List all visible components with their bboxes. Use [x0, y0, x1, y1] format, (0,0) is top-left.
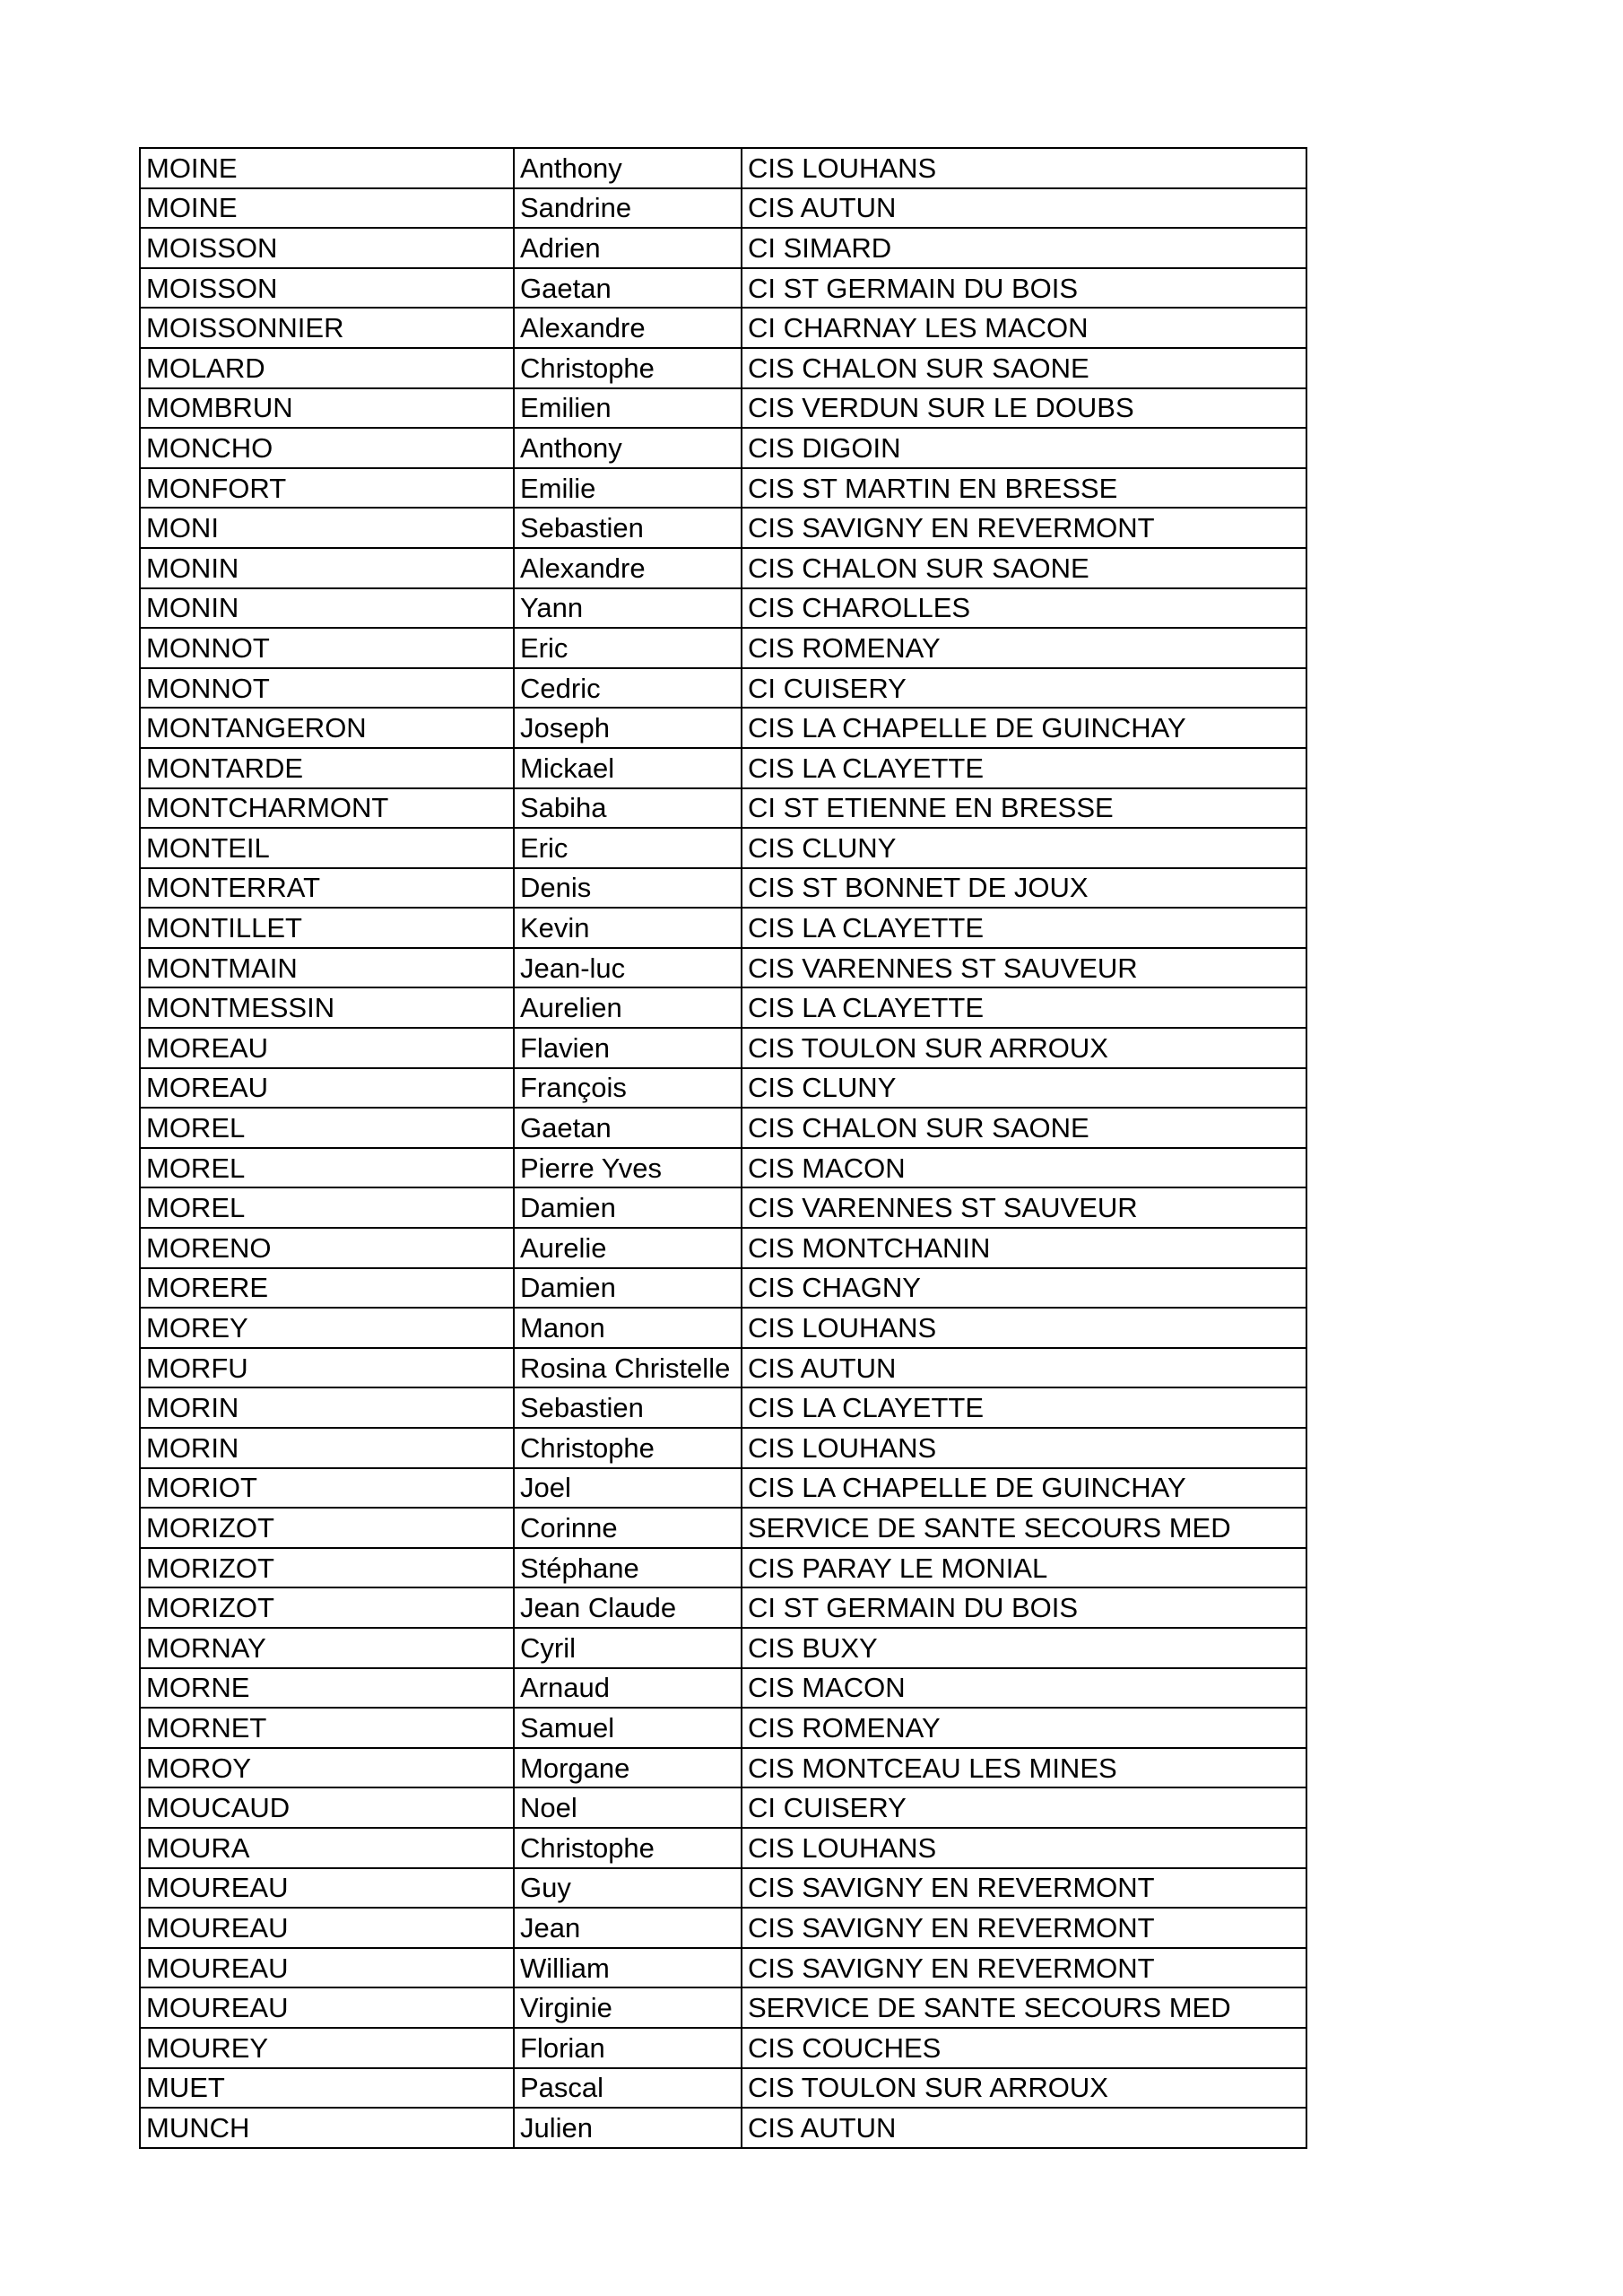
- first-name-cell: Jean-luc: [514, 948, 742, 988]
- fire-station-cell: CIS SAVIGNY EN REVERMONT: [742, 508, 1306, 548]
- table-row: [140, 1268, 1306, 1309]
- table-row: [140, 2068, 1306, 2109]
- first-name-cell: Sebastien: [514, 508, 742, 548]
- first-name-cell: Eric: [514, 828, 742, 868]
- last-name-cell: MORENO: [140, 1228, 514, 1268]
- table-row: [140, 1428, 1306, 1468]
- last-name-cell: MOUREAU: [140, 1948, 514, 1988]
- table-row: [140, 788, 1306, 829]
- last-name-cell: MORERE: [140, 1268, 514, 1309]
- last-name-cell: MORFU: [140, 1348, 514, 1388]
- last-name-cell: MORIN: [140, 1428, 514, 1468]
- table-row: [140, 1387, 1306, 1428]
- first-name-cell: Emilie: [514, 468, 742, 509]
- fire-station-cell: CIS VARENNES ST SAUVEUR: [742, 1187, 1306, 1228]
- table-row: [140, 468, 1306, 509]
- table-row: [140, 548, 1306, 588]
- first-name-cell: Denis: [514, 868, 742, 909]
- table-row: [140, 188, 1306, 229]
- first-name-cell: Florian: [514, 2028, 742, 2068]
- fire-station-cell: CIS COUCHES: [742, 2028, 1306, 2068]
- fire-station-cell: CIS LOUHANS: [742, 1428, 1306, 1468]
- table-row: [140, 748, 1306, 788]
- last-name-cell: MORNE: [140, 1668, 514, 1709]
- fire-station-cell: CIS LA CHAPELLE DE GUINCHAY: [742, 1468, 1306, 1509]
- fire-station-cell: CIS CHAGNY: [742, 1268, 1306, 1309]
- last-name-cell: MOUREAU: [140, 1908, 514, 1948]
- fire-station-cell: CIS AUTUN: [742, 1348, 1306, 1388]
- fire-station-cell: SERVICE DE SANTE SECOURS MED: [742, 1987, 1306, 2028]
- fire-station-cell: CIS DIGOIN: [742, 428, 1306, 468]
- table-row: [140, 1108, 1306, 1148]
- table-row: [140, 1908, 1306, 1948]
- fire-station-cell: CIS MONTCHANIN: [742, 1228, 1306, 1268]
- fire-station-cell: CIS CLUNY: [742, 1068, 1306, 1109]
- table-row: [140, 1787, 1306, 1828]
- first-name-cell: Aurelien: [514, 987, 742, 1028]
- fire-station-cell: CIS SAVIGNY EN REVERMONT: [742, 1908, 1306, 1948]
- table-row: [140, 908, 1306, 948]
- first-name-cell: Cyril: [514, 1628, 742, 1668]
- last-name-cell: MOLARD: [140, 348, 514, 388]
- last-name-cell: MOUREAU: [140, 1868, 514, 1909]
- first-name-cell: Jean Claude: [514, 1587, 742, 1628]
- fire-station-cell: CIS LA CLAYETTE: [742, 987, 1306, 1028]
- table-row: [140, 388, 1306, 429]
- table-row: [140, 2108, 1306, 2148]
- first-name-cell: Manon: [514, 1308, 742, 1348]
- first-name-cell: Rosina Christelle: [514, 1348, 742, 1388]
- table-row: [140, 868, 1306, 909]
- last-name-cell: MOREAU: [140, 1028, 514, 1068]
- first-name-cell: Sebastien: [514, 1387, 742, 1428]
- fire-station-cell: CIS BUXY: [742, 1628, 1306, 1668]
- last-name-cell: MONTCHARMONT: [140, 788, 514, 829]
- table-row: [140, 1508, 1306, 1548]
- last-name-cell: MOURA: [140, 1828, 514, 1868]
- first-name-cell: Cedric: [514, 668, 742, 709]
- table-row: [140, 708, 1306, 748]
- table-row: [140, 1308, 1306, 1348]
- table-row: [140, 1468, 1306, 1509]
- last-name-cell: MONCHO: [140, 428, 514, 468]
- first-name-cell: Joel: [514, 1468, 742, 1509]
- table-row: [140, 1587, 1306, 1628]
- first-name-cell: Sabiha: [514, 788, 742, 829]
- fire-station-cell: CIS PARAY LE MONIAL: [742, 1548, 1306, 1588]
- first-name-cell: Guy: [514, 1868, 742, 1909]
- first-name-cell: Arnaud: [514, 1668, 742, 1709]
- last-name-cell: MORIZOT: [140, 1548, 514, 1588]
- table-row: [140, 828, 1306, 868]
- table-row: [140, 1748, 1306, 1788]
- first-name-cell: Anthony: [514, 428, 742, 468]
- first-name-cell: Virginie: [514, 1987, 742, 2028]
- first-name-cell: Pierre Yves: [514, 1148, 742, 1188]
- first-name-cell: Samuel: [514, 1708, 742, 1748]
- last-name-cell: MONTANGERON: [140, 708, 514, 748]
- first-name-cell: Aurelie: [514, 1228, 742, 1268]
- table-row: [140, 228, 1306, 268]
- last-name-cell: MOISSON: [140, 228, 514, 268]
- first-name-cell: Christophe: [514, 348, 742, 388]
- last-name-cell: MOREL: [140, 1187, 514, 1228]
- fire-station-cell: CI ST GERMAIN DU BOIS: [742, 268, 1306, 309]
- fire-station-cell: CIS CHALON SUR SAONE: [742, 348, 1306, 388]
- table-row: [140, 508, 1306, 548]
- fire-station-cell: CI CUISERY: [742, 668, 1306, 709]
- first-name-cell: William: [514, 1948, 742, 1988]
- last-name-cell: MOMBRUN: [140, 388, 514, 429]
- fire-station-cell: CIS LA CHAPELLE DE GUINCHAY: [742, 708, 1306, 748]
- fire-station-cell: CIS LA CLAYETTE: [742, 748, 1306, 788]
- first-name-cell: Damien: [514, 1268, 742, 1309]
- first-name-cell: Christophe: [514, 1828, 742, 1868]
- last-name-cell: MONTARDE: [140, 748, 514, 788]
- last-name-cell: MOREAU: [140, 1068, 514, 1109]
- fire-station-cell: CI ST GERMAIN DU BOIS: [742, 1587, 1306, 1628]
- first-name-cell: Alexandre: [514, 308, 742, 348]
- table-row: [140, 668, 1306, 709]
- last-name-cell: MONTEIL: [140, 828, 514, 868]
- first-name-cell: Kevin: [514, 908, 742, 948]
- fire-station-cell: CIS LOUHANS: [742, 1828, 1306, 1868]
- fire-station-cell: CIS TOULON SUR ARROUX: [742, 1028, 1306, 1068]
- first-name-cell: Stéphane: [514, 1548, 742, 1588]
- table-row: [140, 1348, 1306, 1388]
- table-row: [140, 948, 1306, 988]
- fire-station-cell: CIS TOULON SUR ARROUX: [742, 2068, 1306, 2109]
- fire-station-cell: CI CUISERY: [742, 1787, 1306, 1828]
- first-name-cell: Christophe: [514, 1428, 742, 1468]
- last-name-cell: MONNOT: [140, 668, 514, 709]
- first-name-cell: Flavien: [514, 1028, 742, 1068]
- table-row: [140, 1987, 1306, 2028]
- last-name-cell: MUET: [140, 2068, 514, 2109]
- last-name-cell: MOROY: [140, 1748, 514, 1788]
- fire-station-cell: CI SIMARD: [742, 228, 1306, 268]
- last-name-cell: MOUCAUD: [140, 1787, 514, 1828]
- first-name-cell: Sandrine: [514, 188, 742, 229]
- last-name-cell: MOISSON: [140, 268, 514, 309]
- last-name-cell: MORIZOT: [140, 1587, 514, 1628]
- first-name-cell: Alexandre: [514, 548, 742, 588]
- first-name-cell: Morgane: [514, 1748, 742, 1788]
- last-name-cell: MOREL: [140, 1108, 514, 1148]
- fire-station-cell: CIS AUTUN: [742, 188, 1306, 229]
- table-row: [140, 1868, 1306, 1909]
- table-row: [140, 348, 1306, 388]
- last-name-cell: MONIN: [140, 548, 514, 588]
- first-name-cell: Eric: [514, 628, 742, 668]
- first-name-cell: Damien: [514, 1187, 742, 1228]
- fire-station-cell: CIS LOUHANS: [742, 1308, 1306, 1348]
- table-row: [140, 1948, 1306, 1988]
- last-name-cell: MORIZOT: [140, 1508, 514, 1548]
- fire-station-cell: CIS AUTUN: [742, 2108, 1306, 2148]
- last-name-cell: MOREY: [140, 1308, 514, 1348]
- table-row: [140, 268, 1306, 309]
- table-row: [140, 1668, 1306, 1709]
- table-row: [140, 1068, 1306, 1109]
- table-row: [140, 1708, 1306, 1748]
- table-row: [140, 588, 1306, 629]
- last-name-cell: MOINE: [140, 148, 514, 188]
- last-name-cell: MONI: [140, 508, 514, 548]
- fire-station-cell: CIS CHALON SUR SAONE: [742, 1108, 1306, 1148]
- fire-station-cell: CIS SAVIGNY EN REVERMONT: [742, 1868, 1306, 1909]
- last-name-cell: MONIN: [140, 588, 514, 629]
- fire-station-cell: CIS ROMENAY: [742, 1708, 1306, 1748]
- fire-station-cell: CIS LOUHANS: [742, 148, 1306, 188]
- first-name-cell: Emilien: [514, 388, 742, 429]
- table-row: [140, 1028, 1306, 1068]
- table-row: [140, 1148, 1306, 1188]
- roster-table: [139, 147, 1307, 2149]
- fire-station-cell: CIS MACON: [742, 1668, 1306, 1709]
- first-name-cell: Adrien: [514, 228, 742, 268]
- fire-station-cell: CIS ROMENAY: [742, 628, 1306, 668]
- fire-station-cell: SERVICE DE SANTE SECOURS MED: [742, 1508, 1306, 1548]
- last-name-cell: MONTILLET: [140, 908, 514, 948]
- last-name-cell: MONTMESSIN: [140, 987, 514, 1028]
- fire-station-cell: CIS CHAROLLES: [742, 588, 1306, 629]
- first-name-cell: Anthony: [514, 148, 742, 188]
- first-name-cell: Noel: [514, 1787, 742, 1828]
- last-name-cell: MORNAY: [140, 1628, 514, 1668]
- table-row: [140, 1548, 1306, 1588]
- first-name-cell: Jean: [514, 1908, 742, 1948]
- first-name-cell: Gaetan: [514, 268, 742, 309]
- fire-station-cell: CI ST ETIENNE EN BRESSE: [742, 788, 1306, 829]
- fire-station-cell: CIS LA CLAYETTE: [742, 908, 1306, 948]
- table-row: [140, 1828, 1306, 1868]
- table-row: [140, 1628, 1306, 1668]
- last-name-cell: MOUREAU: [140, 1987, 514, 2028]
- first-name-cell: Pascal: [514, 2068, 742, 2109]
- table-row: [140, 2028, 1306, 2068]
- first-name-cell: François: [514, 1068, 742, 1109]
- first-name-cell: Julien: [514, 2108, 742, 2148]
- last-name-cell: MORIOT: [140, 1468, 514, 1509]
- fire-station-cell: CIS ST MARTIN EN BRESSE: [742, 468, 1306, 509]
- last-name-cell: MUNCH: [140, 2108, 514, 2148]
- last-name-cell: MONTMAIN: [140, 948, 514, 988]
- fire-station-cell: CIS MONTCEAU LES MINES: [742, 1748, 1306, 1788]
- last-name-cell: MOREL: [140, 1148, 514, 1188]
- fire-station-cell: CIS ST BONNET DE JOUX: [742, 868, 1306, 909]
- fire-station-cell: CIS VERDUN SUR LE DOUBS: [742, 388, 1306, 429]
- last-name-cell: MONFORT: [140, 468, 514, 509]
- table-row: [140, 1187, 1306, 1228]
- table-row: [140, 987, 1306, 1028]
- last-name-cell: MORIN: [140, 1387, 514, 1428]
- first-name-cell: Joseph: [514, 708, 742, 748]
- fire-station-cell: CI CHARNAY LES MACON: [742, 308, 1306, 348]
- table-row: [140, 308, 1306, 348]
- fire-station-cell: CIS CLUNY: [742, 828, 1306, 868]
- first-name-cell: Yann: [514, 588, 742, 629]
- last-name-cell: MONTERRAT: [140, 868, 514, 909]
- fire-station-cell: CIS LA CLAYETTE: [742, 1387, 1306, 1428]
- first-name-cell: Gaetan: [514, 1108, 742, 1148]
- last-name-cell: MOISSONNIER: [140, 308, 514, 348]
- roster-table-body: [140, 148, 1306, 2148]
- fire-station-cell: CIS VARENNES ST SAUVEUR: [742, 948, 1306, 988]
- last-name-cell: MORNET: [140, 1708, 514, 1748]
- table-row: [140, 628, 1306, 668]
- first-name-cell: Mickael: [514, 748, 742, 788]
- fire-station-cell: CIS CHALON SUR SAONE: [742, 548, 1306, 588]
- fire-station-cell: CIS MACON: [742, 1148, 1306, 1188]
- first-name-cell: Corinne: [514, 1508, 742, 1548]
- fire-station-cell: CIS SAVIGNY EN REVERMONT: [742, 1948, 1306, 1988]
- table-row: [140, 1228, 1306, 1268]
- table-row: [140, 428, 1306, 468]
- last-name-cell: MOUREY: [140, 2028, 514, 2068]
- last-name-cell: MONNOT: [140, 628, 514, 668]
- table-row: [140, 148, 1306, 188]
- last-name-cell: MOINE: [140, 188, 514, 229]
